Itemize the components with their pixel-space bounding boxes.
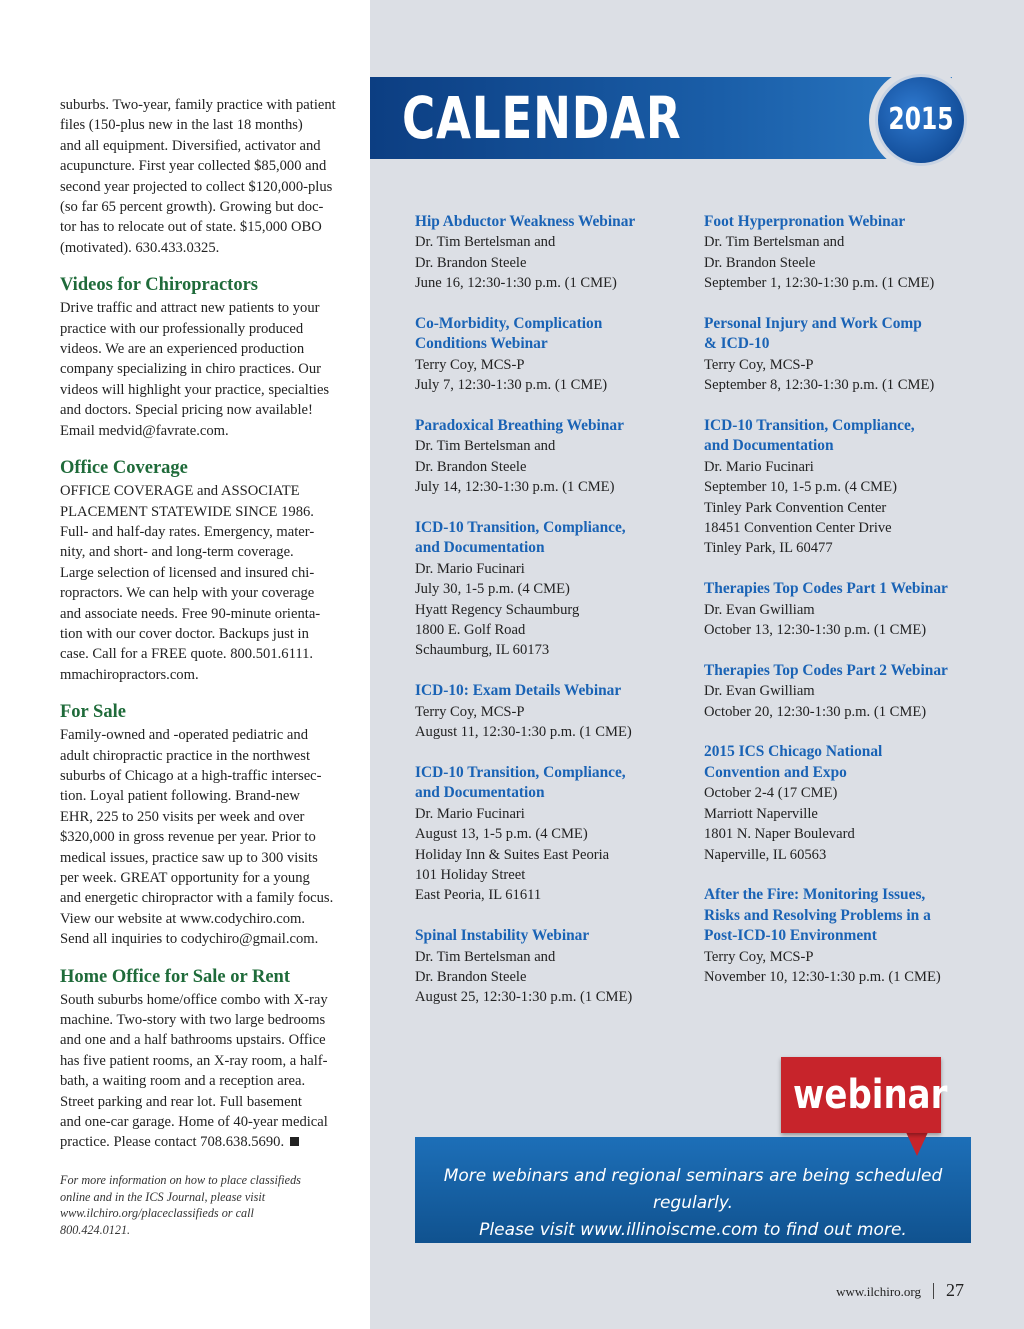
ad-body-for-sale: Family-owned and -operated pediatric and adult chiropractic practice in the northwest suburbs of Chicago at a high-traffic intersec- tion. Loyal patient following. Brand-new EHR, 225 to 250 visits per week and over $320,000 in gross revenue per year. Prior to medical issues, practice saw up to 300 visits per week. GREAT opportunity for a young and energetic chiropractor with a family focus. View our website at www.codychiro.com. Send all inquiries to codychiro@gmail.com. — [60, 727, 334, 948]
event-title: Therapies Top Codes Part 2 Webinar — [704, 661, 948, 679]
event-detail: Marriott Naperville — [704, 805, 818, 822]
calendar-column-1 — [415, 212, 685, 1028]
event-detail: Hyatt Regency Schaumburg — [415, 601, 580, 618]
event-detail: 1801 N. Naper Boulevard — [704, 826, 855, 843]
event-detail: Dr. Brandon Steele — [704, 254, 816, 271]
event-detail: September 10, 1-5 p.m. (4 CME) — [704, 479, 897, 496]
event-detail: August 25, 12:30-1:30 p.m. (1 CME) — [415, 989, 633, 1006]
ad-title-for-sale: For Sale — [60, 702, 126, 723]
event-detail: Dr. Evan Gwilliam — [704, 683, 815, 700]
event-detail: July 7, 12:30-1:30 p.m. (1 CME) — [415, 377, 608, 394]
event-detail: Terry Coy, MCS-P — [415, 356, 525, 373]
event-title: Therapies Top Codes Part 1 Webinar — [704, 580, 948, 598]
webinar-tag-pointer — [905, 1130, 929, 1156]
event-item — [415, 518, 685, 661]
ad-title-videos: Videos for Chiropractors — [60, 275, 258, 296]
event-detail: Dr. Mario Fucinari — [415, 805, 525, 822]
end-mark-icon — [290, 1137, 299, 1146]
event-detail: Naperville, IL 60563 — [704, 846, 827, 863]
ad-intro: suburbs. Two-year, family practice with patient files (150-plus new in the last 18 months) and all equipment. Diversified, activator and acupuncture. First year collected $85,000 and second year projected to collect $120,000-plus (so far 65 percent growth). Growing but doc- tor has to relocate out of state. $15,000 OBO (motivated). 630.433.0325. — [60, 97, 336, 256]
event-title: Personal Injury and Work Comp & ICD-10 — [704, 315, 922, 353]
event-item — [415, 416, 685, 498]
event-detail: Tinley Park Convention Center — [704, 499, 887, 516]
event-detail: August 11, 12:30-1:30 p.m. (1 CME) — [415, 724, 632, 741]
event-title: Paradoxical Breathing Webinar — [415, 417, 624, 435]
event-detail: 18451 Convention Center Drive — [704, 520, 892, 537]
event-item — [704, 314, 1004, 396]
event-item — [704, 416, 1004, 559]
footer-divider — [933, 1283, 934, 1299]
webinar-tag-label: webinar — [793, 1072, 948, 1118]
event-item — [704, 212, 1004, 294]
ad-body-office-coverage: OFFICE COVERAGE and ASSOCIATE PLACEMENT STATEWIDE SINCE 1986. Full- and half-day rates. Emergency, mater- nity, and short- and long-term coverage. Large selection of licensed and insured chi- ropractors. We can help with your coverage and associate needs. Free 90-minute orienta- tion with our cover doctor. Backups just in case. Call for a FREE quote. 800.501.6111. mmachiropractors.com. — [60, 483, 321, 683]
event-detail: Dr. Tim Bertelsman and — [415, 948, 556, 965]
event-detail: September 1, 12:30-1:30 p.m. (1 CME) — [704, 275, 935, 292]
event-title: ICD-10: Exam Details Webinar — [415, 682, 622, 700]
event-title: Foot Hyperpronation Webinar — [704, 213, 906, 230]
event-detail: Dr. Tim Bertelsman and — [415, 438, 556, 455]
event-detail: October 20, 12:30-1:30 p.m. (1 CME) — [704, 703, 927, 720]
event-title: ICD-10 Transition, Compliance, and Documentation — [704, 417, 915, 455]
footer-website: www.ilchiro.org — [836, 1284, 921, 1299]
event-item — [415, 926, 685, 1008]
event-detail: Holiday Inn & Suites East Peoria — [415, 846, 610, 863]
event-detail: Dr. Evan Gwilliam — [704, 601, 815, 618]
event-detail: Dr. Brandon Steele — [415, 968, 527, 985]
event-detail: Terry Coy, MCS-P — [704, 356, 814, 373]
event-title: Hip Abductor Weakness Webinar — [415, 213, 636, 230]
page-number: 27 — [946, 1280, 964, 1300]
year-label: 2015 — [888, 102, 954, 137]
event-detail: Dr. Brandon Steele — [415, 458, 527, 475]
webinar-promo-message: More webinars and regional seminars are being scheduled regularly. Please visit www.illinoiscme.com to find out more. — [443, 1166, 943, 1240]
event-detail: 1800 E. Golf Road — [415, 622, 526, 639]
event-title: Co-Morbidity, Complication Conditions Webinar — [415, 315, 603, 353]
event-detail: Dr. Mario Fucinari — [415, 560, 525, 577]
ad-body-videos: Drive traffic and attract new patients to your practice with our professionally produced videos. We are an experienced production company specializing in chiro practices. Our videos will highlight your practice, specialties and doctors. Special pricing now available! Email medvid@favrate.com. — [60, 300, 330, 439]
event-title: ICD-10 Transition, Compliance, and Documentation — [415, 519, 626, 557]
event-detail: Dr. Mario Fucinari — [704, 458, 814, 475]
classifieds-column — [60, 95, 350, 1153]
event-detail: East Peoria, IL 61611 — [415, 887, 542, 904]
ad-body-home-office: South suburbs home/office combo with X-ray machine. Two-story with two large bedrooms and one and a half bathrooms upstairs. Office has five patient rooms, an X-ray room, a half- bath, a waiting room and a reception area. Street parking and rear lot. Full basement and one-car garage. Home of 40-year medical practice. Please contact 708.638.5690. — [60, 991, 328, 1151]
classifieds-footnote: For more information on how to place classifieds online and in the ICS Journal, please visit www.ilchiro.org/placeclassifieds or call 800.424.0121. — [60, 1173, 301, 1237]
event-item — [704, 742, 1004, 864]
calendar-banner — [370, 77, 952, 159]
event-title: After the Fire: Monitoring Issues, Risks and Resolving Problems in a Post-ICD-10 Environment — [704, 886, 931, 945]
event-item — [415, 212, 685, 294]
event-detail: Dr. Tim Bertelsman and — [415, 234, 556, 251]
event-detail: Terry Coy, MCS-P — [704, 948, 814, 965]
ad-title-office-coverage: Office Coverage — [60, 458, 188, 479]
calendar-column-2 — [704, 212, 1004, 1008]
event-detail: Tinley Park, IL 60477 — [704, 540, 833, 557]
event-item — [704, 579, 1004, 640]
event-title: Spinal Instability Webinar — [415, 927, 590, 945]
event-title: 2015 ICS Chicago National Convention and Expo — [704, 743, 883, 781]
event-detail: October 2-4 (17 CME) — [704, 785, 838, 802]
page-footer — [836, 1280, 964, 1301]
event-detail: September 8, 12:30-1:30 p.m. (1 CME) — [704, 377, 935, 394]
event-item — [704, 885, 1004, 987]
event-item — [704, 661, 1004, 722]
ad-title-home-office: Home Office for Sale or Rent — [60, 966, 290, 987]
event-detail: June 16, 12:30-1:30 p.m. (1 CME) — [415, 275, 617, 292]
event-detail: August 13, 1-5 p.m. (4 CME) — [415, 826, 588, 843]
event-detail: November 10, 12:30-1:30 p.m. (1 CME) — [704, 968, 941, 985]
event-detail: Terry Coy, MCS-P — [415, 703, 525, 720]
event-detail: October 13, 12:30-1:30 p.m. (1 CME) — [704, 622, 927, 639]
event-item — [415, 314, 685, 396]
event-detail: July 14, 12:30-1:30 p.m. (1 CME) — [415, 479, 615, 496]
event-detail: Dr. Brandon Steele — [415, 254, 527, 271]
event-item — [415, 681, 685, 742]
event-detail: July 30, 1-5 p.m. (4 CME) — [415, 581, 570, 598]
event-detail: 101 Holiday Street — [415, 866, 526, 883]
event-title: ICD-10 Transition, Compliance, and Documentation — [415, 763, 626, 802]
calendar-title: CALENDAR — [402, 84, 682, 152]
event-detail: Schaumburg, IL 60173 — [415, 642, 550, 659]
event-detail: Dr. Tim Bertelsman and — [704, 234, 845, 251]
event-item — [415, 763, 685, 906]
